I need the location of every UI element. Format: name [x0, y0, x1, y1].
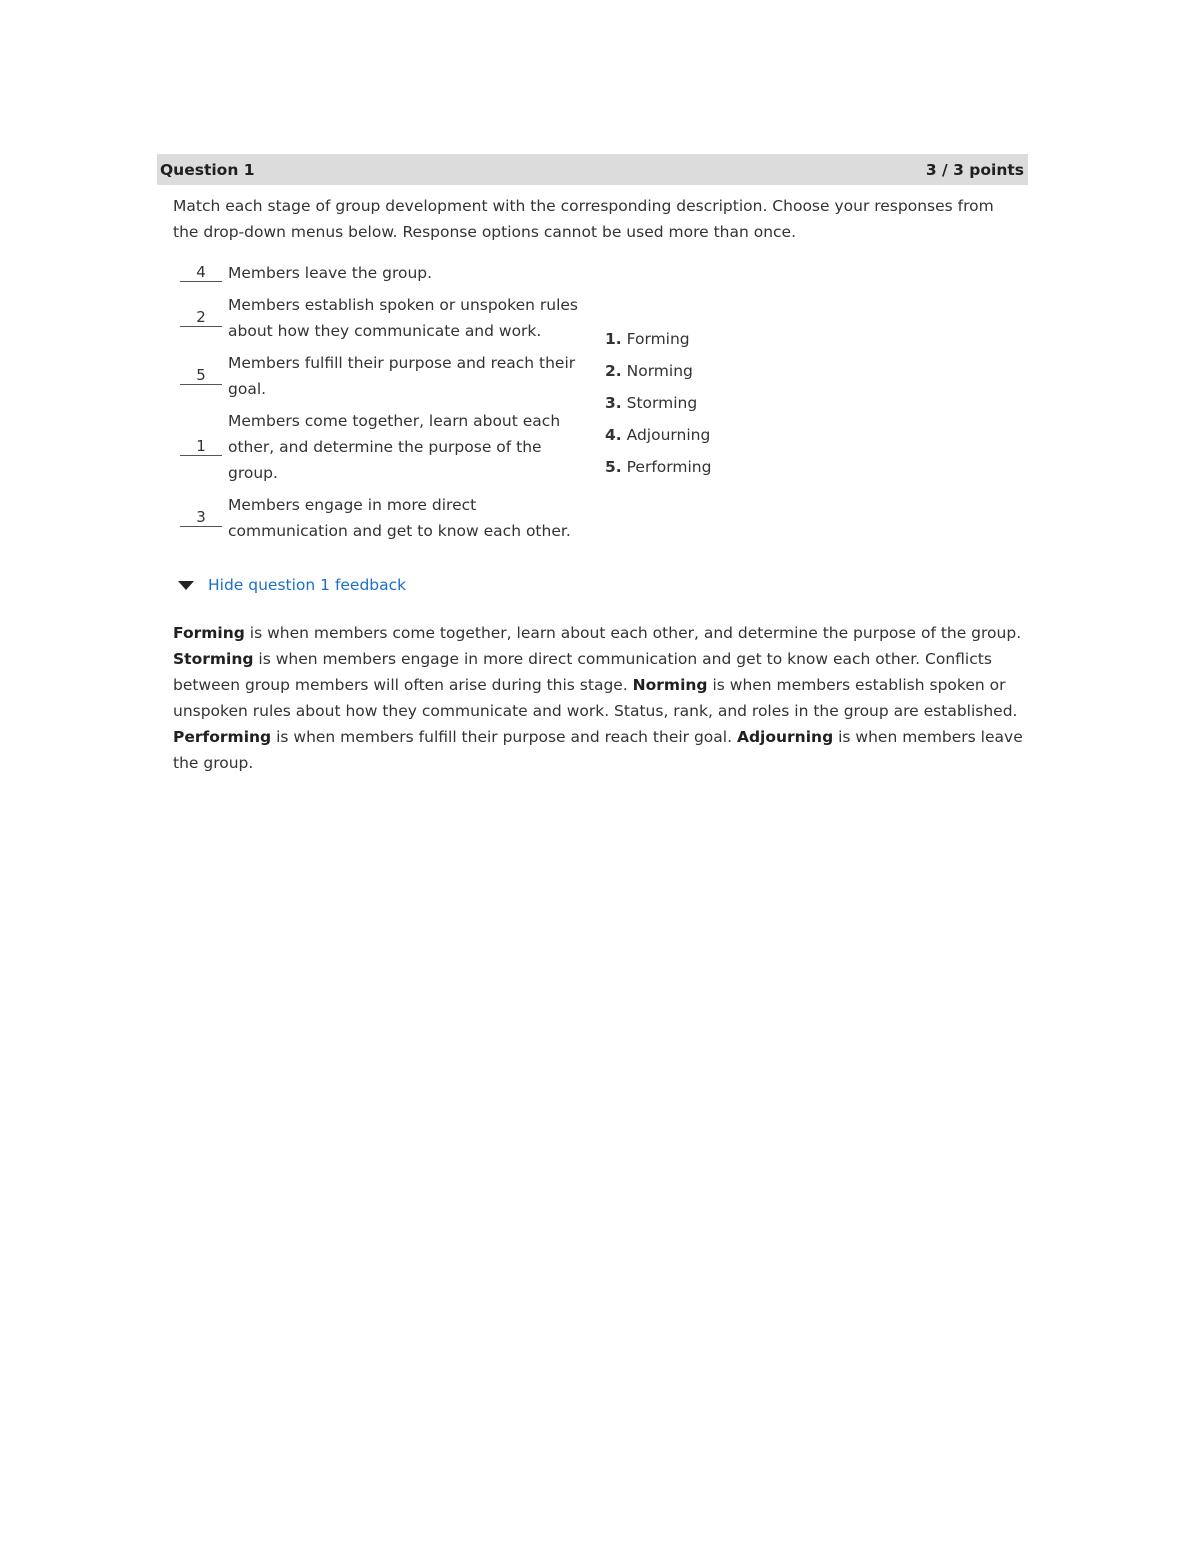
option-item: [605, 422, 711, 454]
feedback-term: Adjourning: [736, 728, 834, 746]
match-row: [180, 292, 590, 344]
option-label: Norming: [626, 362, 693, 380]
feedback-sentence: is when members leave the group.: [173, 728, 1023, 772]
feedback-term: Norming: [632, 676, 708, 694]
feedback-sentence: is when members establish spoken or unspoken rules about how they communicate and work. Status, rank, and roles in the group are established.: [173, 676, 1018, 720]
option-number: 3.: [605, 394, 622, 412]
question-title: Question 1: [160, 160, 255, 179]
answer-select[interactable]: 2: [180, 309, 222, 327]
caret-down-icon: [178, 581, 194, 590]
feedback-sentence: is when members come together, learn about each other, and determine the purpose of the group.: [244, 624, 1022, 642]
options-list: [605, 326, 711, 486]
option-label: Forming: [626, 330, 690, 348]
feedback-term: Storming: [173, 650, 254, 668]
option-label: Performing: [626, 458, 712, 476]
answer-select[interactable]: 1: [180, 438, 222, 456]
answer-select[interactable]: 5: [180, 367, 222, 385]
option-label: Storming: [626, 394, 698, 412]
question-header: [157, 154, 1028, 185]
question-points: 3 / 3 points: [925, 160, 1024, 179]
feedback-term: Forming: [173, 624, 245, 642]
option-item: [605, 326, 711, 358]
match-row: [180, 260, 590, 286]
match-description: Members engage in more direct communication and get to know each other.: [228, 496, 571, 540]
match-description: Members come together, learn about each other, and determine the purpose of the group.: [228, 412, 561, 482]
feedback-term: Performing: [173, 728, 272, 746]
feedback-sentence: is when members fulfill their purpose and reach their goal.: [271, 728, 737, 746]
option-item: [605, 454, 711, 486]
option-number: 4.: [605, 426, 622, 444]
match-row: [180, 408, 590, 486]
match-description: Members establish spoken or unspoken rules about how they communicate and work.: [228, 296, 578, 340]
match-row: [180, 350, 590, 402]
hide-feedback-link[interactable]: [178, 572, 406, 598]
option-number: 5.: [605, 458, 622, 476]
option-number: 2.: [605, 362, 622, 380]
answer-select[interactable]: 4: [180, 264, 222, 282]
feedback-text: [173, 620, 1033, 776]
feedback-toggle-label: Hide question 1 feedback: [208, 576, 407, 594]
option-item: [605, 358, 711, 390]
option-label: Adjourning: [626, 426, 711, 444]
match-description: Members fulfill their purpose and reach their goal.: [228, 354, 576, 398]
question-prompt: Match each stage of group development with the corresponding description. Choose your responses from the drop-down menus below. Response options cannot be used more than once.: [173, 197, 994, 241]
option-item: [605, 390, 711, 422]
feedback-sentence: is when members engage in more direct communication and get to know each other. Conflicts between group members will often arise during this stage.: [173, 650, 992, 694]
answer-select[interactable]: 3: [180, 509, 222, 527]
match-row: [180, 492, 590, 544]
match-description: Members leave the group.: [228, 264, 433, 282]
option-number: 1.: [605, 330, 622, 348]
